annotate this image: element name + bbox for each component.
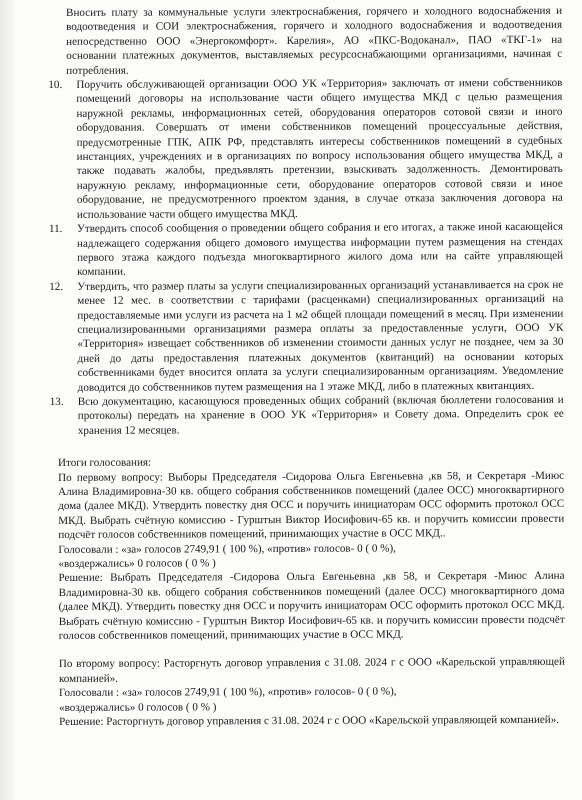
question-1-text: По первому вопросу: Выборы Председателя -Сидорова Ольга Евгеньевна ,кв 58, и Секретаря -Миюс Алина Владимировна-30 кв. общего собрания собственников помещений (далее ОСС) многоквартирного дома (далее МКД). Утвердить повестку дня ОСС и поручить инициаторам ОСС оформить протокол ОСС МКД. Выбрать счётную комиссию - Гурштын Виктор Иосифович-65 кв. и поручить комиссии провести подсчёт голосов собственников помещений, принимающих участие в ОСС МКД.. [58, 469, 565, 542]
question-2-abstained: «воздержались» 0 голосов ( 0 % ) [59, 700, 217, 714]
section-gap [58, 436, 564, 456]
list-item [48, 76, 563, 222]
question-2-votes: Голосовали : «за» голосов 2749,91 ( 100 %), «против» голосов- 0 ( 0 %), [58, 685, 397, 700]
intro-paragraph: Вносить плату за коммунальные услуги электроснабжения, горячего и холодного водоснабжения и водоотведения и СОИ электроснабжения, горячего и холодного водоснабжения и водоотведения непосредственно ООО «Энергокомфорт». Карелия», АО «ПКС-Водоканал», ПАО «ТКГ-1» на основании платежных документов, выставляемых ресурсоснабжающими организациями, начиная с потребления. [66, 4, 563, 77]
item-number: 13. [49, 395, 64, 408]
voting-results [58, 454, 565, 730]
question-2-text: По второму вопросу: Расторгнуть договор управления с 31.08. 2024 г с ООО «Карельской управляющей компанией». [58, 656, 565, 685]
item-text: Всю документацию, касающуюся проведенных общих собраний (включая бюллетени голосования и протоколы) передать на хранение в ООО УК «Территория» и Совету дома. Определить срок ее хранения 12 месяцев. [77, 393, 564, 437]
item-text: Утвердить, что размер платы за услуги специализированных организаций устанавливается на срок не менее 12 мес. в соответствии с тарифами (расценками) специализированных организаций на предоставляемые ими услуги из расчета на 1 м2 общей площади помещений в месяц. При изменении специализированными организациями размера оплаты за предоставленные услуги, ООО УК «Территория» извещает собственников об изменении стоимости данных услуг не позднее, чем за 30 дней до даты предоставления платежных документов (квитанций) на основании которых собственниками будет вносится оплата за услуги специализированным организациям. Уведомление доводится до собственников путем размещения на 1 этаже МКД, либо в платежных квитанциях. [77, 278, 564, 394]
resolution-list [48, 76, 564, 438]
item-number: 11. [48, 223, 63, 236]
list-item [49, 393, 564, 438]
list-item [48, 220, 564, 280]
list-item [49, 278, 564, 395]
question-2-decision: Решение: Расторгнуть договор управления с 31.08. 2024 г с ООО «Карельской управляющей компанией». [59, 713, 560, 729]
item-number: 10. [48, 79, 63, 92]
results-heading: Итоги голосования: [57, 456, 152, 470]
item-number: 12. [49, 280, 64, 293]
document-body [48, 4, 565, 730]
question-1-abstained: «воздержались» 0 голосов ( 0 % ) [58, 557, 216, 571]
question-1-decision: Решение: Выбрать Председателя -Сидорова Ольга Евгеньевна ,кв 58, и Секретаря -Миюс Алина Владимировна-30 кв. общего собрания собственников помещений (далее ОСС) многоквартирного дома (далее МКД). Утвердить повестку дня ОСС и поручить инициаторам ОСС оформить протокол ОСС МКД. Выбрать счётную комиссию - Гурштын Виктор Иосифович-65 кв. и поручить комиссии провести подсчёт голосов собственников помещений, принимающих участие в ОСС МКД. [58, 570, 565, 643]
item-text: Поручить обслуживающей организации ООО УК «Территория» заключать от имени собственников помещений договоры на использование части общего имущества МКД с целью размещения наружной рекламы, информационных сетей, оборудования операторов сотовой связи и иного оборудования. Совершать от имени собственников помещений процессуальные действия, предусмотренные ГПК, АПК РФ, представлять интересы собственников помещений в судебных инстанциях, учреждениях и в организациях по вопросу использования общего имущества МКД, а также подавать жалобы, предъявлять претензии, взыскивать задолженность. Демонтировать наружную рекламу, информационные сети, оборудование операторов сотовой связи и иное оборудование, не предусмотренного проектом здания, в случае отказа заключения договора на использование части общего имущества МКД. [76, 76, 563, 221]
question-1-votes: Голосовали : «за» голосов 2749,91 ( 100 %), «против» голосов- 0 ( 0 %), [58, 542, 396, 556]
item-text: Утвердить способ сообщения о проведении общего собрания и его итогах, а также иной касающейся надлежащего содержания общего домового имущества информации путем размещения на стендах первого этажа каждого подъезда многоквартирного жилого дома или на сайте управляющей компании. [76, 220, 564, 279]
scan-edge [0, 0, 14, 800]
